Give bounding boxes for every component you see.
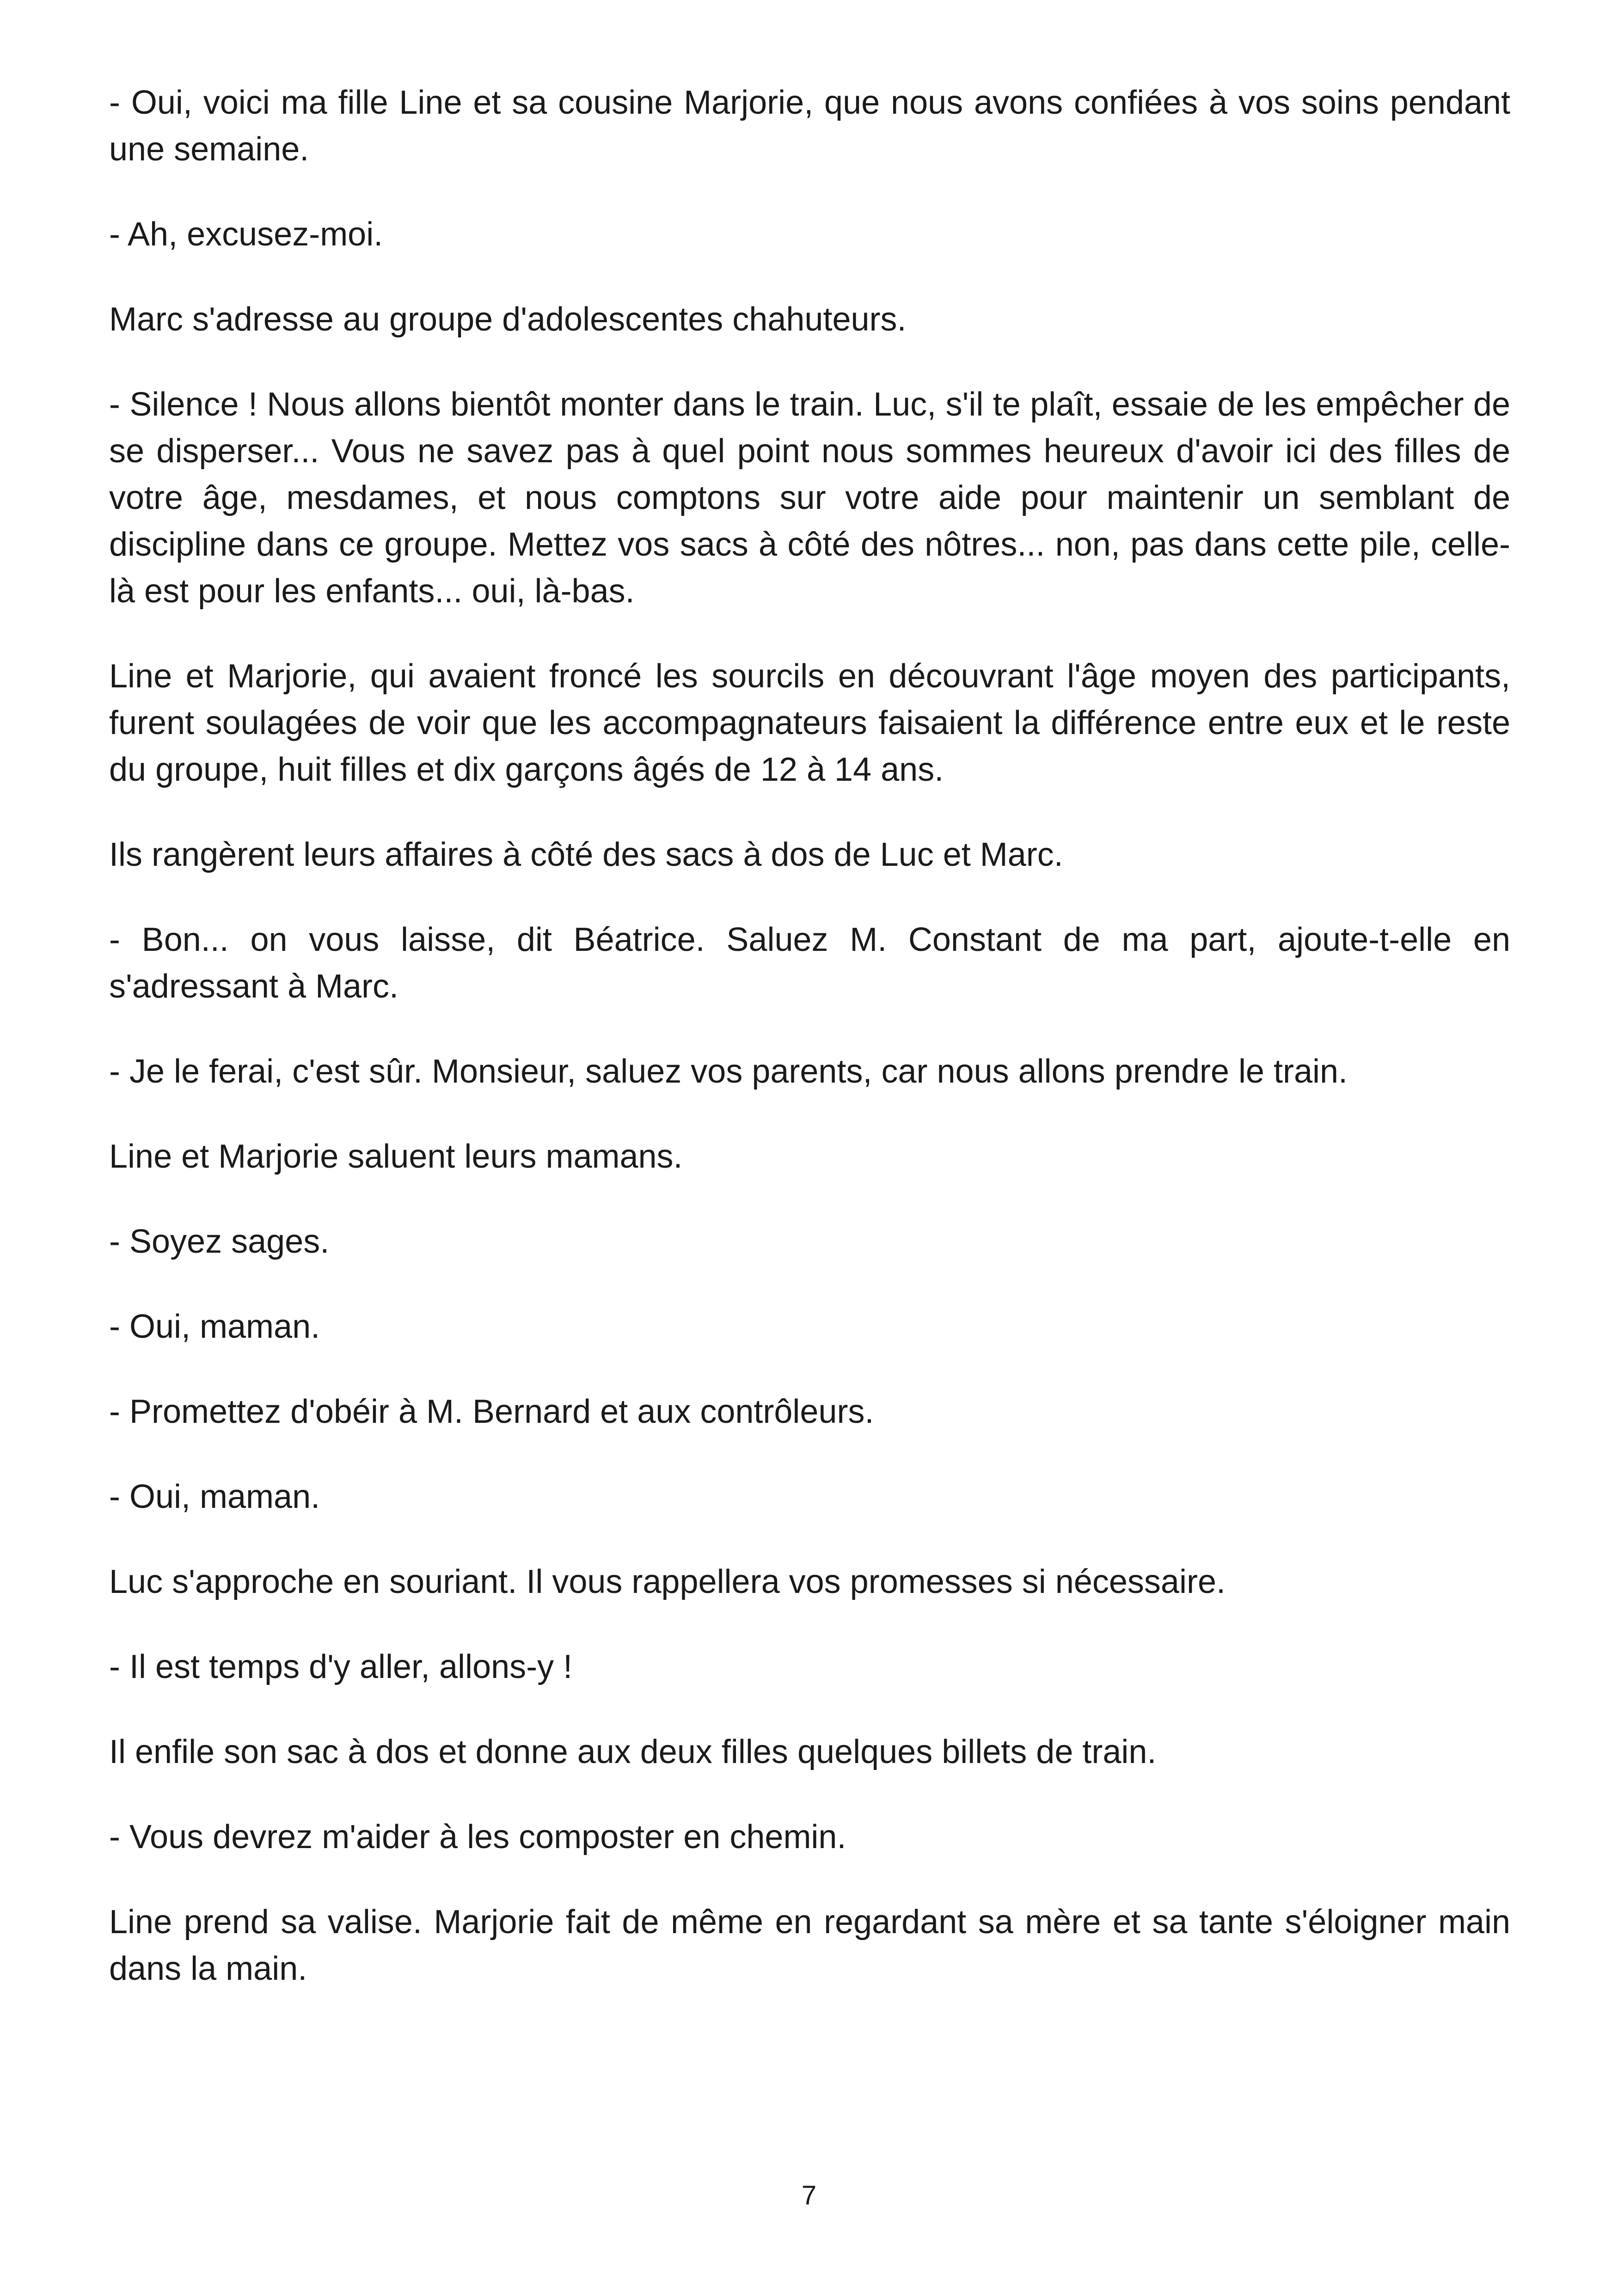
- paragraph: - Soyez sages.: [109, 1223, 330, 1260]
- paragraph: Luc s'approche en souriant. Il vous rappellera vos promesses si nécessaire.: [109, 1563, 1226, 1600]
- paragraph: Ils rangèrent leurs affaires à côté des sacs à dos de Luc et Marc.: [109, 836, 1063, 873]
- paragraph: - Oui, maman.: [109, 1478, 320, 1515]
- paragraph: Line et Marjorie, qui avaient froncé les sourcils en découvrant l'âge moyen des participants, furent soulagées de voir que les accompagnateurs faisaient la différence entre eux et le reste du groupe, huit filles et dix garçons âgés de 12 à 14 ans.: [109, 658, 1510, 788]
- paragraph: - Silence ! Nous allons bientôt monter dans le train. Luc, s'il te plaît, essaie de les empêcher de se disperser... Vous ne savez pas à quel point nous sommes heureux d'avoir ici des filles de votre âge, mesdames, et nous comptons sur votre aide pour maintenir un semblant de discipline dans ce groupe. Mettez vos sacs à côté des nôtres... non, pas dans cette pile, celle-là est pour les enfants... oui, là-bas.: [109, 386, 1510, 610]
- paragraph: - Il est temps d'y aller, allons-y !: [109, 1648, 573, 1685]
- paragraph: - Promettez d'obéir à M. Bernard et aux contrôleurs.: [109, 1393, 874, 1430]
- paragraph: - Je le ferai, c'est sûr. Monsieur, saluez vos parents, car nous allons prendre le train.: [109, 1053, 1348, 1090]
- body-text: [109, 80, 1510, 2031]
- paragraph: Line et Marjorie saluent leurs mamans.: [109, 1138, 683, 1175]
- paragraph: - Oui, voici ma fille Line et sa cousine Marjorie, que nous avons confiées à vos soins pendant une semaine.: [109, 84, 1510, 168]
- paragraph: Il enfile son sac à dos et donne aux deux filles quelques billets de train.: [109, 1733, 1157, 1770]
- page-number: 7: [801, 2180, 817, 2210]
- paragraph: Line prend sa valise. Marjorie fait de même en regardant sa mère et sa tante s'éloigner main dans la main.: [109, 1904, 1510, 1987]
- paragraph: - Vous devrez m'aider à les composter en chemin.: [109, 1818, 846, 1855]
- paragraph: - Ah, excusez-moi.: [109, 216, 383, 253]
- paragraph: - Bon... on vous laisse, dit Béatrice. Saluez M. Constant de ma part, ajoute-t-elle en s'adressant à Marc.: [109, 921, 1510, 1005]
- paragraph: - Oui, maman.: [109, 1308, 320, 1345]
- paragraph: Marc s'adresse au groupe d'adolescentes chahuteurs.: [109, 301, 907, 338]
